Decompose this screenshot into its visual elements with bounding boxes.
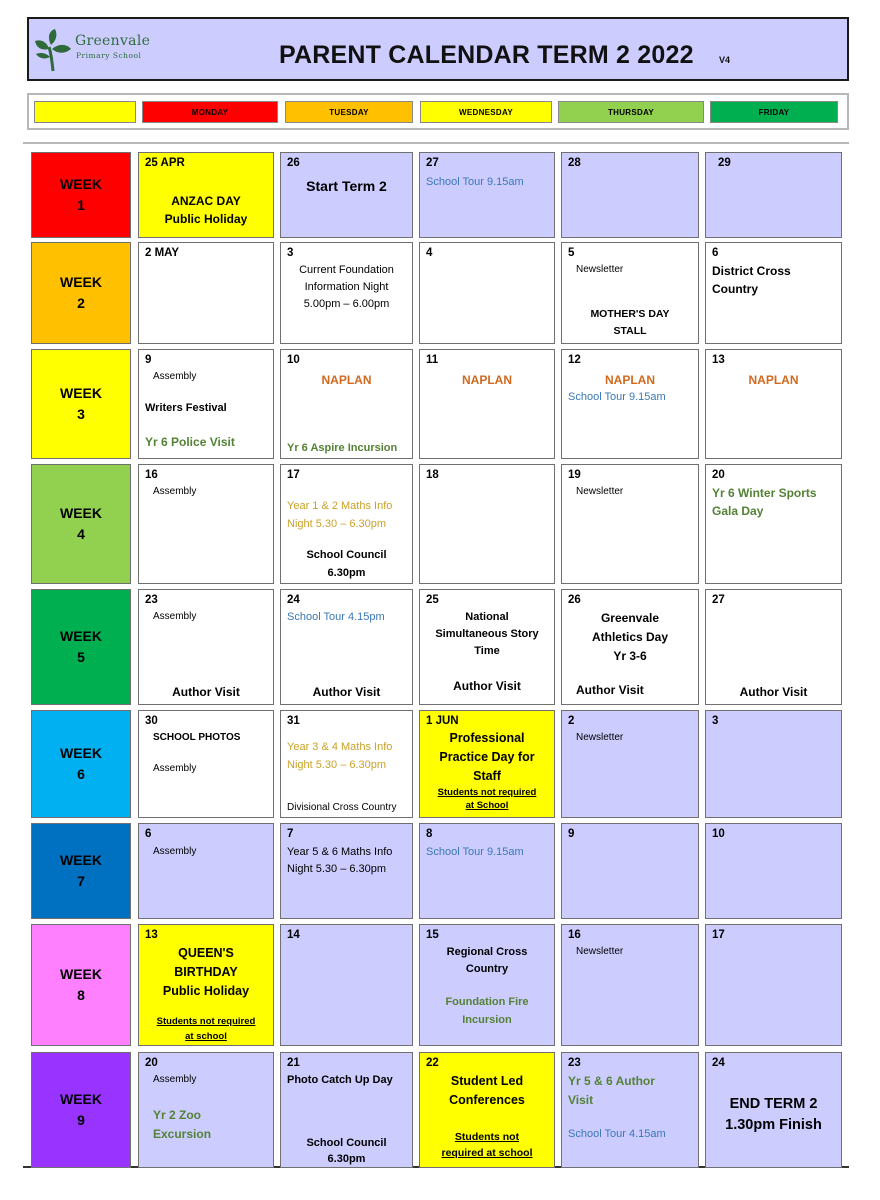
page-title: PARENT CALENDAR TERM 2 2022 [279,41,694,69]
day-cell [280,152,413,238]
event-zoo-excursion: Yr 2 Zoo [153,1108,202,1122]
day-date: 9 [568,828,575,840]
day-cell [705,349,842,459]
event-regional-cross-country: Country [465,963,509,975]
day-cell [138,1052,274,1168]
week-label: WEEK [60,505,102,521]
event-students-not-required: required at school [441,1147,533,1159]
week-label-2 [31,242,131,344]
day-date: 5 [568,247,575,259]
week-number: 5 [77,649,85,665]
day-date: 26 [287,157,300,169]
event-naplan: NAPLAN [748,373,799,387]
day-header-monday: MONDAY [142,101,278,123]
week-number: 8 [77,987,85,1003]
event-professional-practice: Professional [449,731,525,745]
day-date: 15 [426,929,439,941]
day-date: 10 [712,828,725,840]
event-school-council-time: 6.30pm [327,1153,366,1165]
day-date: 25 [426,594,439,606]
day-cell [280,589,413,705]
event-naplan: NAPLAN [462,373,512,387]
day-cell [705,589,842,705]
day-date: 2 [568,715,575,727]
day-cell [280,823,413,919]
calendar-header [27,17,849,81]
event-maths-info-time: Night 5.30 – 6.30pm [287,759,387,771]
day-cell [280,924,413,1046]
event-school-council: School Council [306,549,387,561]
week-label-3 [31,349,131,459]
event-end-term-finish: 1.30pm Finish [725,1117,822,1133]
event-divisional-cross-country: Divisional Cross Country [287,802,397,813]
week-label: WEEK [60,966,102,982]
event-athletics-day: Athletics Day [591,630,669,644]
event-foundation-info: Current Foundation [299,264,394,276]
event-queens-birthday: BIRTHDAY [174,965,238,979]
day-date: 12 [568,354,581,366]
event-school-tour: School Tour 4.15am [568,1128,666,1140]
day-header-friday: FRIDAY [710,101,838,123]
day-cell [280,349,413,459]
day-date: 8 [426,828,433,840]
week-number: 9 [77,1112,85,1128]
day-header-blank [34,101,136,123]
logo-school-subtitle: Primary School [76,51,142,60]
event-assembly: Assembly [153,846,197,857]
logo-school-name: Greenvale [75,33,151,49]
day-cell [419,1052,555,1168]
day-date: 13 [145,929,158,941]
week-label-5 [31,589,131,705]
day-date: 28 [568,157,581,169]
day-cell [419,464,555,584]
day-cell [561,710,699,818]
event-assembly: Assembly [153,611,197,622]
event-foundation-info: Information Night [304,281,389,293]
event-start-term: Start Term 2 [306,178,387,194]
day-cell [280,464,413,584]
event-assembly: Assembly [153,486,197,497]
day-header-thursday: THURSDAY [558,101,704,123]
event-newsletter: Newsletter [576,732,624,743]
day-date: 6 [712,247,719,259]
week-label: WEEK [60,274,102,290]
event-public-holiday: Public Holiday [164,212,248,226]
day-cell [705,710,842,818]
week-label: WEEK [60,1091,102,1107]
day-date: 27 [712,594,725,606]
day-date: 21 [287,1057,300,1069]
day-date: 11 [426,354,439,366]
week-label-7 [31,823,131,919]
event-naplan: NAPLAN [605,373,655,387]
event-writers-festival: Writers Festival [145,402,227,414]
day-date: 29 [718,157,731,169]
event-zoo-excursion: Excursion [153,1127,212,1141]
event-professional-practice: Practice Day for [439,750,535,764]
day-cell [561,823,699,919]
event-naplan: NAPLAN [321,373,372,387]
day-cell [705,823,842,919]
day-date: 23 [568,1057,581,1069]
event-maths-info-time: Night 5.30 – 6.30pm [287,863,387,875]
day-date: 24 [287,594,300,606]
day-cell [419,349,555,459]
day-cell [280,710,413,818]
day-date: 6 [145,828,152,840]
week-label: WEEK [60,385,102,401]
day-cell [419,242,555,344]
event-story-time: National [465,611,509,623]
week-number: 7 [77,873,85,889]
event-student-led-conferences: Student Led [450,1074,524,1088]
event-aspire-incursion: Yr 6 Aspire Incursion [287,442,398,454]
event-athletics-years: Yr 3-6 [613,649,647,663]
event-district-cross-country: District Cross [712,264,791,278]
week-label: WEEK [60,852,102,868]
day-date: 30 [145,715,158,727]
day-cell [138,710,274,818]
event-queens-birthday: QUEEN'S [178,946,234,960]
day-cell [561,464,699,584]
day-cell [138,464,274,584]
event-school-photos: SCHOOL PHOTOS [153,732,241,743]
week-number: 6 [77,766,85,782]
event-author-visit: Author Visit [453,679,521,693]
event-school-council: School Council [306,1137,387,1149]
event-school-tour: School Tour 9.15am [426,176,524,188]
day-cell [561,924,699,1046]
day-cell [705,924,842,1046]
day-cell [561,589,699,705]
day-date: 3 [712,715,719,727]
day-date: 24 [712,1057,725,1069]
day-cell [138,823,274,919]
day-date: 10 [287,354,300,366]
day-date: 17 [712,929,725,941]
event-assembly: Assembly [153,1074,197,1085]
week-number: 1 [77,197,85,213]
event-maths-info: Year 1 & 2 Maths Info [287,500,393,512]
day-cell [280,1052,413,1168]
event-foundation-time: 5.00pm – 6.00pm [303,298,390,310]
day-cell [138,349,274,459]
day-cell [705,1052,842,1168]
week-label-9 [31,1052,131,1168]
day-date: 16 [145,469,158,481]
day-date: 20 [145,1057,158,1069]
day-cell [280,242,413,344]
week-label: WEEK [60,745,102,761]
day-cell [705,464,842,584]
week-label: WEEK [60,628,102,644]
event-students-not-required: at School [465,800,509,811]
day-date: 14 [287,929,300,941]
event-student-led-conferences: Conferences [449,1093,525,1107]
event-school-council-time: 6.30pm [327,567,366,579]
day-cell [419,710,555,818]
event-maths-info-time: Night 5.30 – 6.30pm [287,518,387,530]
event-police-visit: Yr 6 Police Visit [145,435,235,449]
event-maths-info: Year 3 & 4 Maths Info [287,741,393,753]
day-date: 20 [712,469,725,481]
day-header-wednesday: WEDNESDAY [420,101,552,123]
day-cell [561,1052,699,1168]
day-date: 31 [287,715,300,727]
event-students-not-required: Students not required [437,787,537,798]
event-fire-incursion: Foundation Fire [445,996,529,1008]
day-date: 16 [568,929,581,941]
week-number: 2 [77,295,85,311]
week-label-4 [31,464,131,584]
event-author-visit: Visit [568,1093,594,1107]
week-label-6 [31,710,131,818]
event-public-holiday: Public Holiday [162,984,250,998]
event-mothers-day-stall: STALL [613,325,647,337]
day-cell [419,152,555,238]
event-author-visit: Author Visit [312,685,381,699]
day-cell [138,242,274,344]
event-students-not-required: Students not required [156,1016,256,1027]
event-school-tour: School Tour 9.15am [426,846,524,858]
day-date: 18 [426,469,439,481]
event-regional-cross-country: Regional Cross [446,946,528,958]
weekday-header-bar [27,93,849,130]
day-date: 3 [287,247,294,259]
event-story-time: Simultaneous Story [435,628,539,640]
day-date: 23 [145,594,158,606]
day-cell [561,349,699,459]
event-story-time: Time [474,645,500,657]
day-date: 9 [145,354,152,366]
day-date: 4 [426,247,433,259]
calendar-grid [23,142,849,1168]
day-cell [419,823,555,919]
event-author-visit: Yr 5 & 6 Author [568,1074,655,1088]
event-district-cross-country: Country [712,282,758,296]
event-students-not-required: Students not [454,1131,520,1143]
event-newsletter: Newsletter [576,946,624,957]
day-date: 17 [287,469,300,481]
event-newsletter: Newsletter [576,486,624,497]
day-date: 13 [712,354,725,366]
event-winter-sports: Yr 6 Winter Sports [712,486,817,500]
day-date: 25 APR [145,157,185,169]
event-school-tour: School Tour 9.15am [568,391,666,403]
day-cell [138,589,274,705]
event-students-not-required: at school [185,1031,227,1042]
day-cell [419,589,555,705]
logo-tree-icon [33,27,73,73]
day-cell [138,924,274,1046]
event-assembly: Assembly [153,763,197,774]
event-athletics-day: Greenvale [600,611,660,625]
event-author-visit: Author Visit [172,685,240,699]
event-professional-practice: Staff [473,769,501,783]
day-cell [561,152,699,238]
version-label: V4 [719,55,731,65]
event-author-visit: Author Visit [739,685,808,699]
event-maths-info: Year 5 & 6 Maths Info [287,846,393,858]
event-end-term: END TERM 2 [729,1096,818,1112]
day-cell [419,924,555,1046]
event-anzac-day: ANZAC DAY [171,194,241,208]
day-cell [705,242,842,344]
school-logo [33,27,163,75]
week-label: WEEK [60,176,102,192]
event-assembly: Assembly [153,371,197,382]
event-newsletter: Newsletter [576,264,624,275]
day-date: 7 [287,828,294,840]
event-mothers-day-stall: MOTHER'S DAY [590,308,670,320]
event-photo-catch-up: Photo Catch Up Day [287,1074,393,1086]
event-fire-incursion: Incursion [462,1014,512,1026]
week-number: 3 [77,406,85,422]
day-cell [561,242,699,344]
week-label-8 [31,924,131,1046]
week-number: 4 [77,526,85,542]
week-label-1 [31,152,131,238]
event-author-visit: Author Visit [576,683,644,697]
day-header-tuesday: TUESDAY [285,101,413,123]
day-date: 1 JUN [426,715,459,727]
day-date: 22 [426,1057,439,1069]
day-cell [705,152,842,238]
day-date: 27 [426,157,439,169]
event-school-tour: School Tour 4.15pm [287,611,385,623]
day-cell [138,152,274,238]
day-date: 26 [568,594,581,606]
day-date: 2 MAY [145,247,180,259]
event-gala-day: Gala Day [712,504,764,518]
day-date: 19 [568,469,581,481]
